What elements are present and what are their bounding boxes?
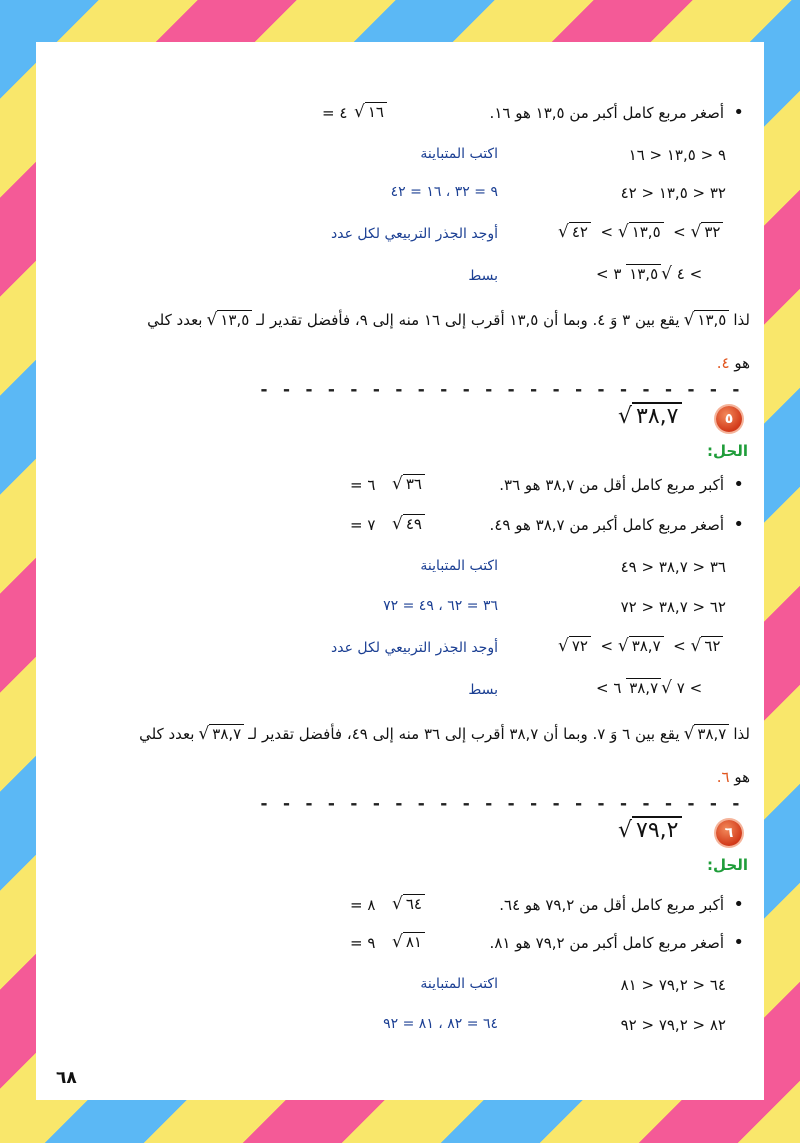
sec4-row4-label: بسط	[468, 268, 498, 284]
sec5-bullet2-root: √ ٤٩	[392, 514, 425, 534]
bullet-dot: •	[733, 894, 744, 915]
sec4-row1-label: اكتب المتباينة	[420, 146, 498, 162]
sec4-row3-label: أوجد الجذر التربيعي لكل عدد	[331, 226, 498, 242]
sec4-conclusion-line1: لذا √ ١٣,٥ يقع بين ٣ وَ ٤. وبما أن ١٣,٥ أقرب إلى ١٦ منه إلى ٩، فأفضل تقدير لـ √ ١٣,٥ بعدد كلي	[147, 310, 750, 330]
sec5-bullet2-eq: = ٧	[350, 516, 376, 534]
bullet-dot: •	[733, 932, 744, 953]
sec5-bullet1-eq: = ٦	[350, 476, 376, 494]
sec6-bullet1-eq: = ٨	[350, 896, 376, 914]
sec6-bullet2-eq: = ٩	[350, 934, 376, 952]
sec6-row1-label: اكتب المتباينة	[420, 976, 498, 992]
sec4-bullet2-eq: = ٤	[322, 104, 348, 122]
problem-number-badge: ٥	[716, 406, 742, 432]
sec6-row2-label: ٦٤ = ٨٢ ، ٨١ = ٩٢	[383, 1016, 498, 1032]
sec5-row2-label: ٣٦ = ٦٢ ، ٤٩ = ٧٢	[383, 598, 498, 614]
sec6-bullet1-text: أكبر مربع كامل أقل من ٧٩,٢ هو ٦٤.	[499, 896, 724, 914]
sec6-bullet1-root: √ ٦٤	[392, 894, 425, 914]
sec6-row1-inequality: ٦٤ < ٧٩,٢ < ٨١	[620, 976, 726, 994]
sec5-row3-label: أوجد الجذر التربيعي لكل عدد	[331, 640, 498, 656]
sec4-row3-roots: √ ٤٢ < √ ١٣,٥ < √ ٣٢	[558, 222, 723, 242]
sec5-bullet1-text: أكبر مربع كامل أقل من ٣٨,٧ هو ٣٦.	[499, 476, 724, 494]
sec4-row2-inequality: ٣٢ < ١٣,٥ < ٤٢	[620, 184, 726, 202]
sec4-conclusion-line2: هو ٤.	[716, 354, 750, 372]
sec5-solution-label: الحل:	[707, 442, 748, 460]
sec6-problem-root: √ ٧٩,٢	[618, 816, 682, 844]
sec5-row1-inequality: ٣٦ < ٣٨,٧ < ٤٩	[620, 558, 726, 576]
sec4-bullet2-text: أصغر مربع كامل أكبر من ١٣,٥ هو ١٦.	[489, 104, 724, 122]
sec6-solution-label: الحل:	[707, 856, 748, 874]
sec5-row1-label: اكتب المتباينة	[420, 558, 498, 574]
sec4-bullet2-root: √ ١٦	[354, 102, 387, 122]
sec5-bullet1-root: √ ٣٦	[392, 474, 425, 494]
section-divider: - - - - - - - - - - - - - - - - - - - - - -	[258, 380, 742, 400]
sec5-conclusion-line2: هو ٦.	[716, 768, 750, 786]
sec6-bullet2-text: أصغر مربع كامل أكبر من ٧٩,٢ هو ٨١.	[489, 934, 724, 952]
sec4-row2-label: ٩ = ٣٢ ، ١٦ = ٤٢	[390, 184, 498, 200]
bullet-dot: •	[733, 514, 744, 535]
page	[36, 42, 764, 1100]
sec5-row3-roots: √ ٧٢ < √ ٣٨,٧ < √ ٦٢	[558, 636, 723, 656]
sec6-bullet2-root: √ ٨١	[392, 932, 425, 952]
section-divider: - - - - - - - - - - - - - - - - - - - - - -	[258, 794, 742, 814]
sec6-row2-inequality: ٨٢ < ٧٩,٢ < ٩٢	[620, 1016, 726, 1034]
sec5-row2-inequality: ٦٢ < ٣٨,٧ < ٧٢	[620, 598, 726, 616]
sec5-conclusion-line1: لذا √ ٣٨,٧ يقع بين ٦ وَ ٧. وبما أن ٣٨,٧ أقرب إلى ٣٦ منه إلى ٤٩، فأفضل تقدير لـ √ ٣٨,٧ بعدد كلي	[139, 724, 750, 744]
sec4-row4-simplified: < ٤ √١٣,٥ ٣ <	[596, 264, 703, 284]
sec5-bullet2-text: أصغر مربع كامل أكبر من ٣٨,٧ هو ٤٩.	[489, 516, 724, 534]
sec5-row4-simplified: < ٧ √٣٨,٧ ٦ <	[596, 678, 703, 698]
sec5-problem-root: √ ٣٨,٧	[618, 402, 682, 430]
problem-number-badge: ٦	[716, 820, 742, 846]
bullet-dot: •	[733, 474, 744, 495]
sec4-row1-inequality: ٩ < ١٣,٥ < ١٦	[628, 146, 726, 164]
bullet-dot: •	[733, 102, 744, 123]
page-number: ٦٨	[56, 1068, 77, 1088]
sec5-row4-label: بسط	[468, 682, 498, 698]
